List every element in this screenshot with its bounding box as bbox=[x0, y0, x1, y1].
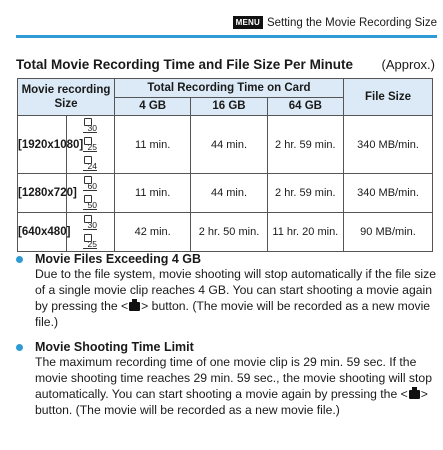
header-file-size: File Size bbox=[344, 79, 433, 116]
page-header bbox=[233, 16, 437, 29]
header-card-16gb: 16 GB bbox=[191, 97, 267, 116]
file-size-cell: 340 MB/min. bbox=[344, 116, 433, 174]
header-card-64gb: 64 GB bbox=[267, 97, 343, 116]
note-title: Movie Files Exceeding 4 GB bbox=[16, 252, 437, 266]
time-16gb: 44 min. bbox=[191, 174, 267, 213]
resolution-cell: [1280x720] bbox=[18, 174, 67, 213]
camera-icon bbox=[409, 390, 420, 399]
header-movie-size: Movie recording Size bbox=[18, 79, 115, 116]
note-shooting-time-limit bbox=[16, 340, 437, 418]
frame-rate-icon: 25 bbox=[83, 234, 97, 249]
menu-badge: MENU bbox=[233, 16, 263, 29]
resolution-cell: [1920x1080] bbox=[18, 116, 67, 174]
section-title: Total Movie Recording Time and File Size Per Minute bbox=[16, 57, 354, 72]
frame-rate-icon: 60 bbox=[83, 176, 97, 191]
time-64gb: 2 hr. 59 min. bbox=[267, 116, 343, 174]
time-64gb: 11 hr. 20 min. bbox=[267, 213, 343, 252]
frame-rate-icon: 50 bbox=[83, 195, 97, 210]
bullet-dot-icon bbox=[16, 256, 23, 263]
frame-rate-icon: 24 bbox=[83, 156, 97, 171]
header-total-time: Total Recording Time on Card bbox=[115, 79, 344, 98]
time-4gb: 11 min. bbox=[115, 174, 191, 213]
bullet-dot-icon bbox=[16, 344, 23, 351]
frame-rate-icon: 30 bbox=[83, 215, 97, 230]
approx-label: (Approx.) bbox=[381, 57, 435, 72]
frame-rate-cell bbox=[66, 213, 115, 252]
table-row bbox=[18, 213, 433, 252]
file-size-cell: 90 MB/min. bbox=[344, 213, 433, 252]
time-16gb: 2 hr. 50 min. bbox=[191, 213, 267, 252]
frame-rate-icon: 25 bbox=[83, 137, 97, 152]
time-4gb: 11 min. bbox=[115, 116, 191, 174]
note-title: Movie Shooting Time Limit bbox=[16, 340, 437, 354]
time-16gb: 44 min. bbox=[191, 116, 267, 174]
note-files-exceeding-4gb bbox=[16, 252, 437, 330]
note-body: Due to the file system, movie shooting will stop automatically if the file size of a single movie clip reaches 4 GB. You can start shooting a movie again by pressing the < > button. (The movie will be recorded as a new movie file.) bbox=[35, 267, 437, 329]
table-row bbox=[18, 116, 433, 174]
file-size-cell: 340 MB/min. bbox=[344, 174, 433, 213]
header-card-4gb: 4 GB bbox=[115, 97, 191, 116]
recording-time-table bbox=[17, 78, 433, 252]
time-64gb: 2 hr. 59 min. bbox=[267, 174, 343, 213]
resolution-cell: [640x480] bbox=[18, 213, 67, 252]
frame-rate-icon: 30 bbox=[83, 118, 97, 133]
table-row bbox=[18, 174, 433, 213]
note-body: The maximum recording time of one movie clip is 29 min. 59 sec. If the movie shooting time reaches 29 min. 59 sec., the movie shooting will stop automatically. You can start shooting a movie again by pressing the < > button. (The movie will be recorded as a new movie file.) bbox=[35, 355, 432, 417]
header-title: Setting the Movie Recording Size bbox=[266, 16, 437, 29]
camera-icon bbox=[129, 302, 140, 311]
header-divider bbox=[16, 35, 437, 38]
time-4gb: 42 min. bbox=[115, 213, 191, 252]
